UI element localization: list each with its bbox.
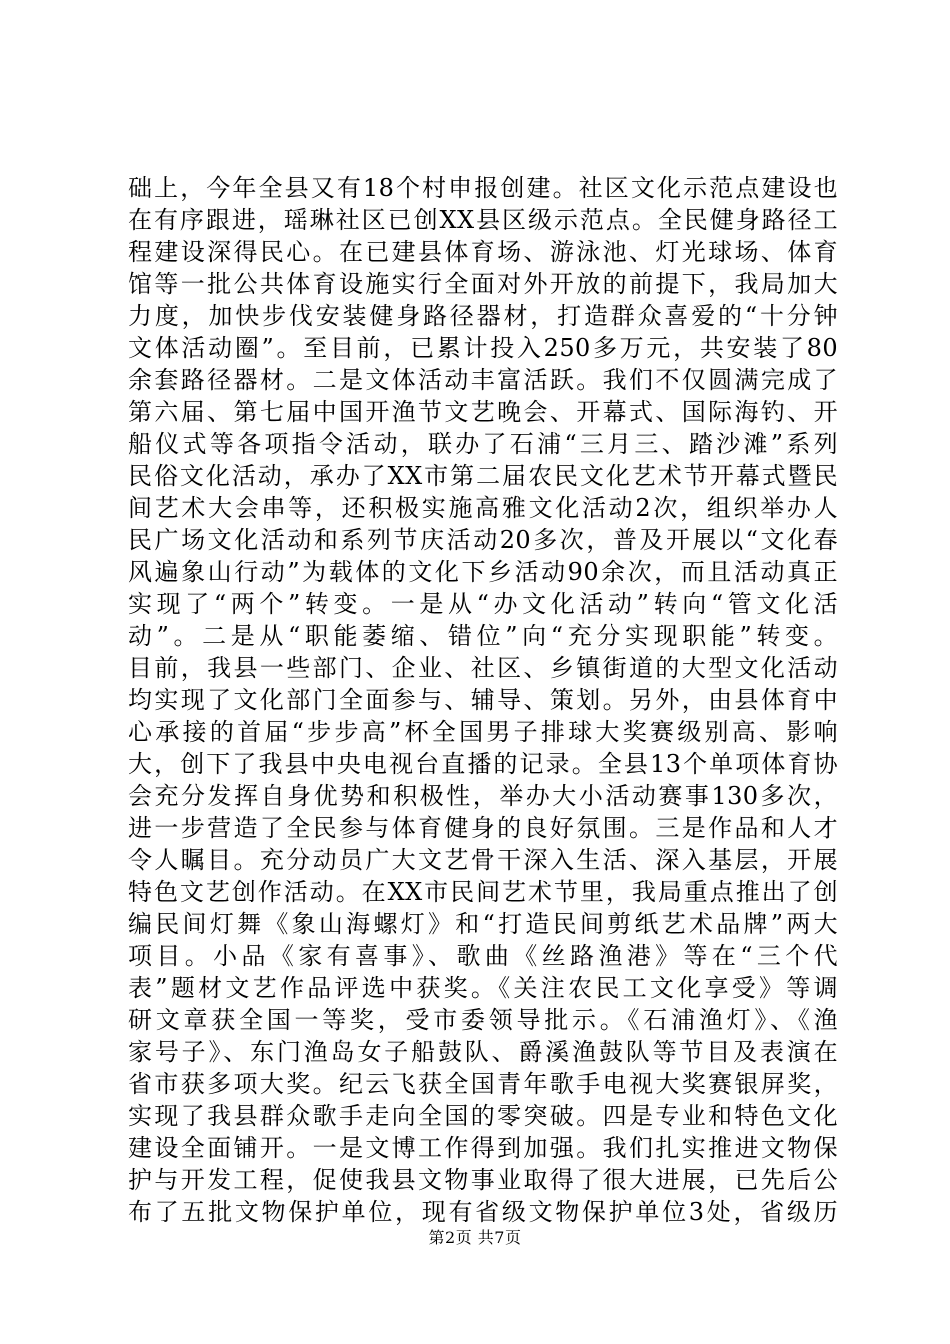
text-line: 表”题材文艺作品评选中获奖。《关注农民工文化享受》等调 xyxy=(128,974,838,1002)
text-line: 进一步营造了全民参与体育健身的良好氛围。三是作品和人才 xyxy=(128,814,838,842)
text-line: 心承接的首届“步步高”杯全国男子排球大奖赛级别高、影响 xyxy=(128,718,838,746)
text-line: 民广场文化活动和系列节庆活动20多次，普及开展以“文化春 xyxy=(128,526,838,554)
text-line: 馆等一批公共体育设施实行全面对外开放的前提下，我局加大 xyxy=(128,270,838,298)
text-line: 文体活动圈”。至目前，已累计投入250多万元，共安装了80 xyxy=(128,334,838,362)
text-line: 研文章获全国一等奖，受市委领导批示。《石浦渔灯》、《渔 xyxy=(128,1006,838,1034)
text-line: 风遍象山行动”为载体的文化下乡活动90余次，而且活动真正 xyxy=(128,558,838,586)
text-line: 程建设深得民心。在已建县体育场、游泳池、灯光球场、体育 xyxy=(128,238,838,266)
text-line: 动”。二是从“职能萎缩、错位”向“充分实现职能”转变。 xyxy=(128,622,838,650)
text-line: 余套路径器材。二是文体活动丰富活跃。我们不仅圆满完成了 xyxy=(128,366,838,394)
text-line: 第六届、第七届中国开渔节文艺晚会、开幕式、国际海钓、开 xyxy=(128,398,838,426)
text-line: 目前，我县一些部门、企业、社区、乡镇街道的大型文化活动 xyxy=(128,654,838,682)
text-line: 会充分发挥自身优势和积极性，举办大小活动赛事130多次， xyxy=(128,782,838,810)
text-line: 建设全面铺开。一是文博工作得到加强。我们扎实推进文物保 xyxy=(128,1134,838,1162)
text-line: 民俗文化活动，承办了XX市第二届农民文化艺术节开幕式暨民 xyxy=(128,462,838,490)
text-line: 实现了“两个”转变。一是从“办文化活动”转向“管文化活 xyxy=(128,590,838,618)
text-line: 编民间灯舞《象山海螺灯》和“打造民间剪纸艺术品牌”两大 xyxy=(128,910,838,938)
text-line: 省市获多项大奖。纪云飞获全国青年歌手电视大奖赛银屏奖， xyxy=(128,1070,838,1098)
text-line: 均实现了文化部门全面参与、辅导、策划。另外，由县体育中 xyxy=(128,686,838,714)
text-line: 间艺术大会串等，还积极实施高雅文化活动2次，组织举办人 xyxy=(128,494,838,522)
text-line: 家号子》、东门渔岛女子船鼓队、爵溪渔鼓队等节目及表演在 xyxy=(128,1038,838,1066)
text-line: 护与开发工程，促使我县文物事业取得了很大进展，已先后公 xyxy=(128,1166,838,1194)
text-line: 令人瞩目。充分动员广大文艺骨干深入生活、深入基层，开展 xyxy=(128,846,838,874)
text-line: 特色文艺创作活动。在XX市民间艺术节里，我局重点推出了创 xyxy=(128,878,838,906)
page-number-label: 第2页 共7页 xyxy=(428,1228,522,1247)
text-line: 在有序跟进，瑶琳社区已创XX县区级示范点。全民健身路径工 xyxy=(128,206,838,234)
text-line: 础上，今年全县又有18个村申报创建。社区文化示范点建设也 xyxy=(128,174,838,202)
page-footer xyxy=(0,1227,950,1249)
text-line: 力度，加快步伐安装健身路径器材，打造群众喜爱的“十分钟 xyxy=(128,302,838,330)
text-line: 项目。小品《家有喜事》、歌曲《丝路渔港》等在“三个代 xyxy=(128,942,838,970)
body-text xyxy=(128,172,838,1228)
text-line: 布了五批文物保护单位，现有省级文物保护单位3处，省级历 xyxy=(128,1198,838,1226)
text-line: 大，创下了我县中央电视台直播的记录。全县13个单项体育协 xyxy=(128,750,838,778)
text-line: 船仪式等各项指令活动，联办了石浦“三月三、踏沙滩”系列 xyxy=(128,430,838,458)
text-line: 实现了我县群众歌手走向全国的零突破。四是专业和特色文化 xyxy=(128,1102,838,1130)
